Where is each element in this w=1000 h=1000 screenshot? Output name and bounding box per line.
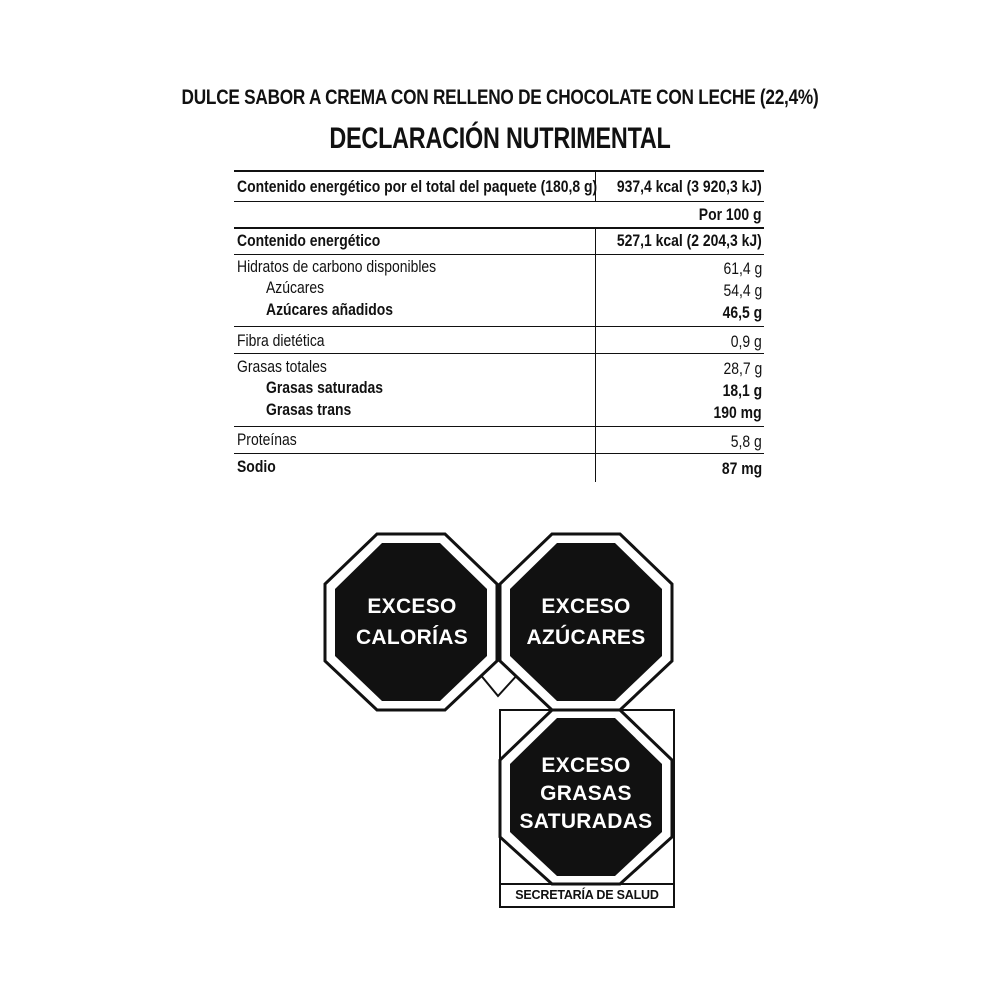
energy-label: Contenido energético — [237, 231, 381, 250]
seal-sat-fat-line1: EXCESO — [541, 754, 631, 777]
seal-sat-fat-text — [501, 752, 671, 836]
fiber-label: Fibra dietética — [237, 331, 325, 350]
sat-fat-value: 18,1 g — [722, 381, 762, 400]
protein-value: 5,8 g — [730, 432, 762, 451]
protein-label: Proteínas — [237, 430, 297, 449]
page-title: DECLARACIÓN NUTRIMENTAL — [329, 122, 671, 155]
per-100g-header: Por 100 g — [699, 205, 762, 224]
sodium-value: 87 mg — [721, 459, 762, 478]
fiber-value: 0,9 g — [730, 332, 762, 351]
seal-calories-line2: CALORÍAS — [355, 626, 469, 649]
energy-value: 527,1 kcal (2 204,3 kJ) — [617, 231, 762, 250]
carbs-label: Hidratos de carbono disponibles — [237, 257, 437, 276]
package-energy-value: 937,4 kcal (3 920,3 kJ) — [617, 177, 762, 196]
seal-sugars-text — [501, 591, 671, 653]
added-sugars-label: Azúcares añadidos — [266, 300, 394, 319]
fat-label: Grasas totales — [237, 357, 327, 376]
sugars-value: 54,4 g — [723, 281, 762, 300]
package-energy-label: Contenido energético por el total del paquete (180,8 g) — [237, 177, 598, 196]
trans-fat-value: 190 mg — [713, 403, 762, 422]
authority-label: SECRETARÍA DE SALUD — [515, 888, 659, 902]
product-description: DULCE SABOR A CREMA CON RELLENO DE CHOCOLATE CON LECHE (22,4%) — [181, 86, 819, 109]
seal-calories-text — [327, 591, 497, 653]
trans-fat-label: Grasas trans — [266, 400, 352, 419]
carbs-value: 61,4 g — [723, 259, 762, 278]
sugars-label: Azúcares — [266, 278, 325, 297]
fat-value: 28,7 g — [723, 359, 762, 378]
seal-sat-fat-line2: GRASAS — [540, 782, 632, 805]
seal-calories-line1: EXCESO — [367, 595, 457, 618]
sat-fat-label: Grasas saturadas — [266, 378, 384, 397]
seal-sugars-line1: EXCESO — [541, 595, 631, 618]
seal-sat-fat-line3: SATURADAS — [519, 810, 653, 833]
seal-sugars-line2: AZÚCARES — [526, 626, 646, 649]
sodium-label: Sodio — [237, 457, 276, 476]
added-sugars-value: 46,5 g — [722, 303, 762, 322]
